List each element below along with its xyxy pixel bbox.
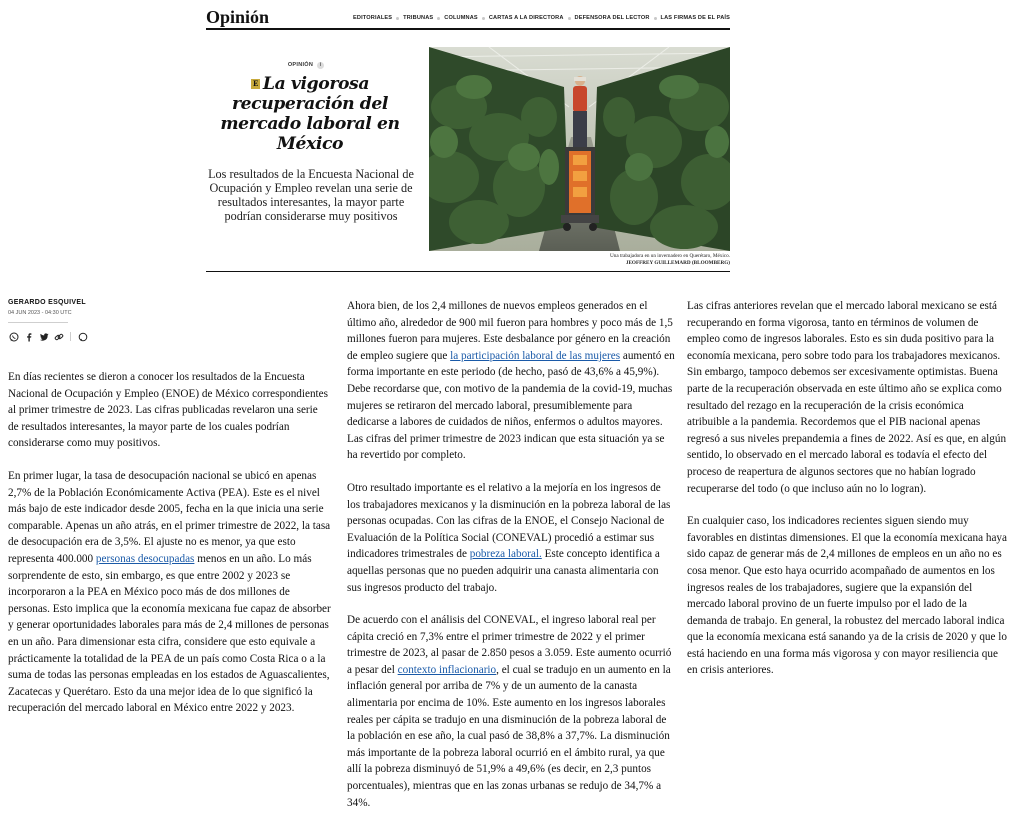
body-paragraph <box>8 468 331 717</box>
info-icon[interactable]: i <box>317 62 324 69</box>
nav-separator <box>568 17 571 20</box>
section-brand-link[interactable]: Opinión <box>206 7 270 27</box>
nav-tribunas[interactable]: TRIBUNAS <box>403 15 434 21</box>
nav-las-firmas[interactable]: LAS FIRMAS DE EL PAÍS <box>660 15 730 21</box>
paragraph-text: De acuerdo con el análisis del CONEVAL, el ingreso laboral real per cápita creció en 7,3% entre el primer trimestre de 2022 y el primer trimestre de 2023, al pasar de 2.850 pesos a 3.059. Este aumento ocurrió a pesar del <box>347 614 672 676</box>
article-title-text: La vigorosa recuperación del mercado laboral en México <box>220 74 400 154</box>
nav-defensora-del-lector[interactable]: DEFENSORA DEL LECTOR <box>574 15 650 21</box>
facebook-icon[interactable] <box>23 331 34 342</box>
photo-caption-text: Una trabajadora en un invernadero en Querétaro, México. <box>610 253 730 259</box>
article-body-column-3 <box>687 298 1007 695</box>
body-paragraph: En días recientes se dieron a conocer los resultados de la Encuesta Nacional de Ocupación y Empleo (ENOE) de México correspondientes al primer trimestre de 2023. Las cifras publicadas revelaron una serie de resultados interesantes, la mayor parte de los cuales podrían considerarse como muy positivos. <box>8 371 328 450</box>
body-paragraph <box>347 480 675 596</box>
article-photo <box>429 47 730 251</box>
paragraph-text: Este concepto identifica a aquellas personas que no pueden adquirir una canasta alimentaria con sus ingresos producto del trabajo. <box>347 548 660 594</box>
hero-divider <box>206 271 730 272</box>
opinion-flag-icon: E <box>251 79 260 89</box>
nav-cartas-a-la-directora[interactable]: CARTAS A LA DIRECTORA <box>488 15 564 21</box>
link-personas-desocupadas[interactable]: personas desocupadas <box>95 552 195 565</box>
twitter-icon[interactable] <box>38 331 49 342</box>
nav-columnas[interactable]: COLUMNAS <box>444 15 478 21</box>
body-paragraph <box>347 298 675 464</box>
nav-separator <box>482 17 485 20</box>
photo-credit: JEOFFREY GUILLEMARD (BLOOMBERG) <box>625 260 730 266</box>
paragraph-text: , el cual se tradujo en un aumento en la inflación general por arriba de 7% y de un aumento de la canasta alimentaria por encima de 10%. Este aumento en los ingresos laborales reales per cápita se tradujo en una disminución de la pobreza laboral de la población en ese año, la cual pasó de 38,8% a 37,7%. La disminución más importante de la pobreza laboral ocurrió en el ámbito rural, ya que allí la pobreza disminuyó de 51,9% a 49,6% (es decir, en 2,3 puntos porcentuales), mientras que en las zonas urbanas se redujo de 34,7% a 34%. <box>347 663 671 809</box>
whatsapp-icon[interactable] <box>8 331 19 342</box>
meta-divider <box>8 322 68 323</box>
comment-icon[interactable] <box>77 331 88 342</box>
link-icon[interactable] <box>53 331 64 342</box>
body-paragraph: En cualquier caso, los indicadores recientes siguen siendo muy favorables en distintas dimensiones. El que la economía mexicana haya sido capaz de generar más de 2,4 millones de empleos en un año no es cosa menor. Que esto haya ocurrido acompañado de aumentos en los ingresos reales de los trabajadores, sugiere que la expansión del mercado laboral provino de un fuerte impulso por el lado de la demanda de trabajo. En general, la robustez del mercado laboral indica que la economía mexicana está sanando ya de la crisis de 2020 y que lo está haciendo en una forma más vigorosa y con mayor resiliencia que en crisis anteriores. <box>687 515 1007 677</box>
greenhouse-photo-illustration <box>429 47 730 251</box>
article-body-column-1 <box>8 369 331 733</box>
body-paragraph: Las cifras anteriores revelan que el mercado laboral mexicano se está recuperando en forma vigorosa, tanto en términos de volumen de empleo como de ingresos laborales. Esto es sin duda positivo para la economía mexicana, pero sobre todo para los trabajadores mexicanos. Sin embargo, tampoco debemos ser excesivamente optimistas. Buena parte de la recuperación observada en este último año se explica como resultado del rezago en la recuperación de la crisis económica atribuible a la pandemia. Recordemos que el PIB nacional apenas regresó a sus niveles prepandemia a fines de 2022. Así es que, en algún sentido, lo observado en el mercado laboral es todavía el efecto del proceso de reapertura de algunos sectores que no habían logrado recuperarse del todo (o que incluso aún no lo logran). <box>687 300 1007 495</box>
paragraph-text: En primer lugar, la tasa de desocupación nacional se ubicó en apenas 2,7% de la Población Económicamente Activa (PEA). Este es el nivel más bajo de este indicador desde 2005, fecha en la que inicia una serie comparable. Apenas un año atrás, en el primer trimestre de 2022, la tasa de desocupación era de 3,5%. El ajuste no es menor, ya que esto representa 400.000 <box>8 469 331 565</box>
article-section-label <box>206 62 406 69</box>
paragraph-text: Otro resultado importante es el relativo a la mejoría en los ingresos de los trabajadores mexicanos y la disminución en la pobreza laboral de las personas ocupadas. Con las cifras de la ENOE, el Consejo Nacional de Evaluación de la Política Social (CONEVAL) procedió a estimar sus indicadores trimestrales de <box>347 481 671 561</box>
photo-caption <box>429 253 730 267</box>
section-nav <box>353 15 730 21</box>
paragraph-text: menos en un año. Lo más sorprendente de esto, sin embargo, es que entre 2002 y 2023 se incorporaron a la PEA en México poco más de dos millones de personas. Esto implica que la economía mexicana fue capaz de absorber y generar oportunidades laborales para más de 2,4 millones de personas en un año. Para dimensionar esta cifra, considere que esto equivale a prácticamente la totalidad de la PEA de un país como Costa Rica o a la suma de todas las personas empleadas en los estados de Aguascalientes, Zacatecas y Querétaro. Esto da una mejor idea de lo que significó la recuperación del mercado laboral en México entre 2022 y 2023. <box>8 552 331 715</box>
nav-separator <box>437 17 440 20</box>
share-toolbar <box>8 331 92 342</box>
site-header <box>206 4 730 30</box>
body-paragraph <box>347 612 675 811</box>
publish-date: 04 JUN 2023 - 04:30 UTC <box>8 310 72 316</box>
link-participacion-laboral-mujeres[interactable]: la participación laboral de las mujeres <box>450 349 621 362</box>
section-label-text: OPINIÓN <box>287 62 314 68</box>
link-contexto-inflacionario[interactable]: contexto inflacionario <box>397 663 497 676</box>
link-pobreza-laboral[interactable]: pobreza laboral. <box>469 548 542 561</box>
article-title <box>210 74 410 154</box>
article-subtitle: Los resultados de la Encuesta Nacional de Ocupación y Empleo revelan una serie de resultados interesantes, la mayor parte podrían considerarse muy positivos <box>208 167 414 223</box>
paragraph-text: aumentó en forma importante en este periodo (de hecho, pasó de 43,6% a 45,9%). Debe recordarse que, con motivo de la pandemia de la covid-19, muchas mujeres se retiraron del mercado laboral, presumiblemente para dedicarse a labores de cuidados de niños, enfermos o adultos mayores. Las cifras del primer trimestre de 2023 indican que esta situación ya se ha revertido por completo. <box>347 349 675 462</box>
share-separator <box>70 332 71 341</box>
article-body-column-2 <box>347 298 675 827</box>
paragraph-text: Ahora bien, de los 2,4 millones de nuevos empleos generados en el último año, alrededor de 900 mil fueron para hombres y poco más de 1,5 millones fueron para mujeres. Este desbalance por género en la creación de empleo sugiere que <box>347 300 673 362</box>
nav-editoriales[interactable]: EDITORIALES <box>353 15 393 21</box>
nav-separator <box>396 17 399 20</box>
author-link[interactable]: GERARDO ESQUIVEL <box>8 299 86 306</box>
nav-separator <box>654 17 657 20</box>
